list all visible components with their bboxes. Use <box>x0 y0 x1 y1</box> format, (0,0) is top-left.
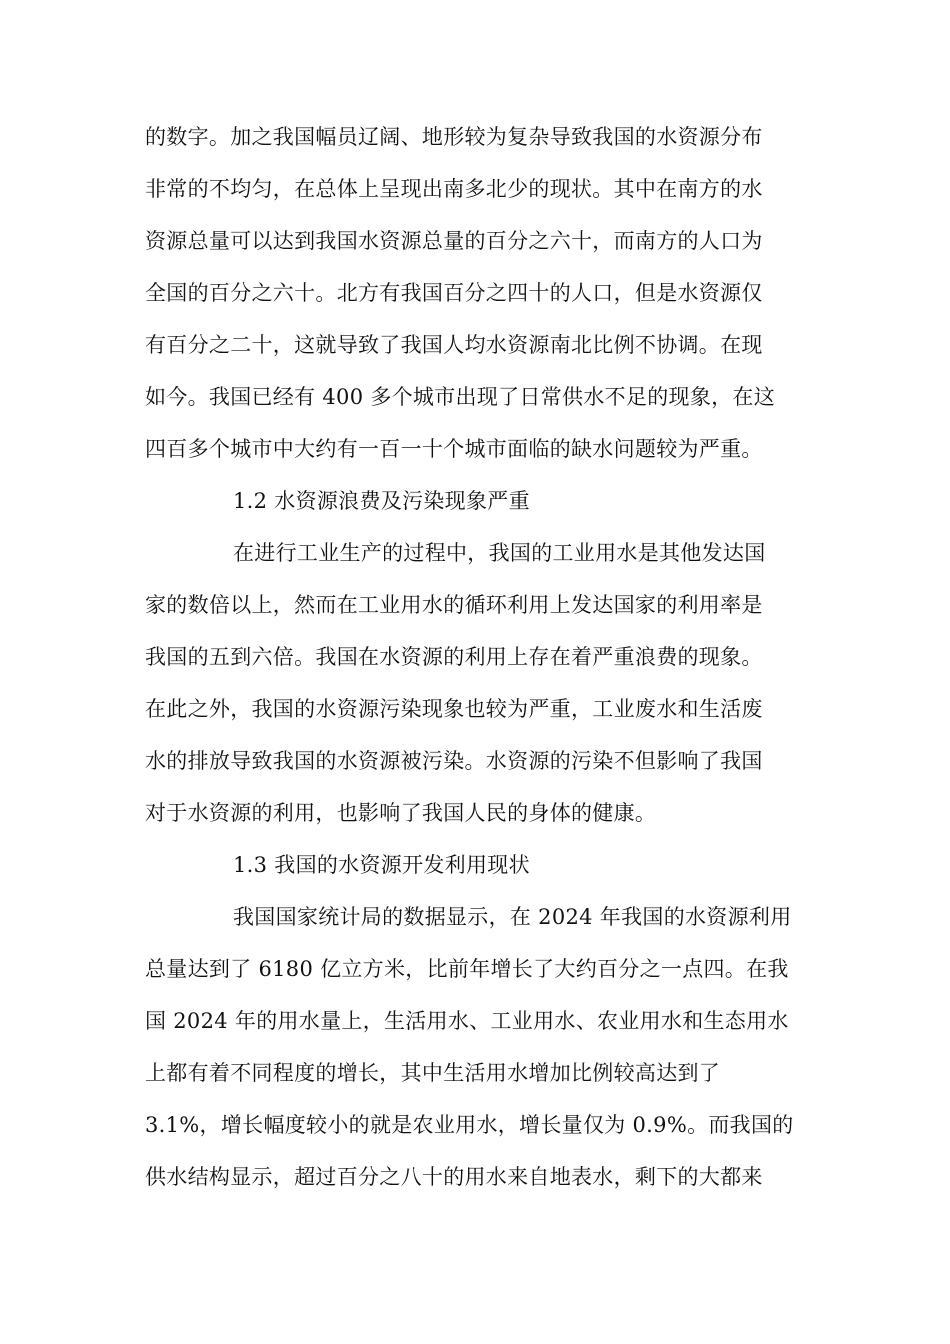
paragraph-line: 供水结构显示，超过百分之八十的用水来自地表水，剩下的大都来 <box>145 1165 763 1189</box>
paragraph-line: 水的排放导致我国的水资源被污染。水资源的污染不但影响了我国 <box>145 749 763 773</box>
paragraph-line: 有百分之二十，这就导致了我国人均水资源南北比例不协调。在现 <box>145 333 763 357</box>
paragraph-line: 在进行工业生产的过程中，我国的工业用水是其他发达国 <box>233 541 766 565</box>
paragraph-line: 对于水资源的利用，也影响了我国人民的身体的健康。 <box>145 801 657 825</box>
paragraph-line: 全国的百分之六十。北方有我国百分之四十的人口，但是水资源仅 <box>145 281 763 305</box>
section-heading: 1.3 我国的水资源开发利用现状 <box>233 853 530 877</box>
paragraph-line: 家的数倍以上，然而在工业用水的循环利用上发达国家的利用率是 <box>145 593 763 617</box>
paragraph-line: 3.1%，增长幅度较小的就是农业用水，增长量仅为 0.9%。而我国的 <box>145 1113 794 1137</box>
paragraph-line: 非常的不均匀，在总体上呈现出南多北少的现状。其中在南方的水 <box>145 177 763 201</box>
paragraph-line: 四百多个城市中大约有一百一十个城市面临的缺水问题较为严重。 <box>145 437 763 461</box>
paragraph-line: 的数字。加之我国幅员辽阔、地形较为复杂导致我国的水资源分布 <box>145 125 763 149</box>
paragraph-line: 我国的五到六倍。我国在水资源的利用上存在着严重浪费的现象。 <box>145 645 763 669</box>
paragraph-line: 国 2024 年的用水量上，生活用水、工业用水、农业用水和生态用水 <box>145 1009 789 1033</box>
section-heading: 1.2 水资源浪费及污染现象严重 <box>233 489 530 513</box>
paragraph-line: 总量达到了 6180 亿立方米，比前年增长了大约百分之一点四。在我 <box>145 957 789 981</box>
paragraph-line: 在此之外，我国的水资源污染现象也较为严重，工业废水和生活废 <box>145 697 763 721</box>
paragraph-line: 上都有着不同程度的增长，其中生活用水增加比例较高达到了 <box>145 1061 721 1085</box>
paragraph-line: 资源总量可以达到我国水资源总量的百分之六十，而南方的人口为 <box>145 229 763 253</box>
paragraph-line: 我国国家统计局的数据显示，在 2024 年我国的水资源利用 <box>233 905 792 929</box>
paragraph-line: 如今。我国已经有 400 多个城市出现了日常供水不足的现象，在这 <box>145 385 776 409</box>
